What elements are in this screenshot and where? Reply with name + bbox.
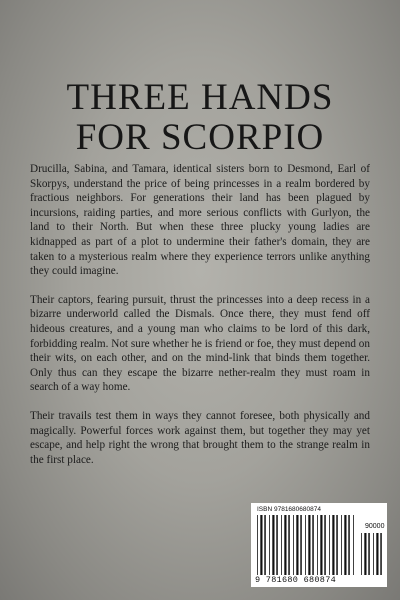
- price-code: 90000: [365, 523, 385, 530]
- barcode-bar: [376, 533, 378, 575]
- isbn-label: ISBN 9781680680874: [257, 506, 321, 513]
- barcode-bar: [260, 515, 262, 575]
- barcode-bar: [324, 515, 326, 575]
- barcode-bar: [308, 515, 310, 575]
- barcode-bar: [368, 533, 370, 575]
- barcode-bar: [317, 515, 318, 575]
- barcode-bar: [293, 515, 294, 575]
- barcode-bar: [373, 533, 374, 575]
- barcode-bar: [276, 515, 278, 575]
- barcode-bar: [320, 515, 322, 575]
- barcode-bar: [312, 515, 314, 575]
- ean-digits: 9 781680 680874: [255, 575, 337, 585]
- barcode-bar: [281, 515, 282, 575]
- barcode-bar: [257, 515, 258, 575]
- barcode-bar: [269, 515, 270, 575]
- barcode-bar: [380, 533, 382, 575]
- title-line-2: FOR SCORPIO: [75, 117, 325, 158]
- barcode-bar: [296, 515, 298, 575]
- blurb-paragraph-2: Their captors, fearing pursuit, thrust the princesses into a deep recess in a bizarre underworld called the Dismals. Once there, they must fend off hideous creatures, and a young man who claims to be lord of this dark, forbidding realm. Not sure whether he is friend or foe, they must depend on their wits, on each other, and on the mind-link that binds them together. Only thus can they escape the bizarre nether-realm they must roam in search of a way home.: [30, 293, 370, 394]
- barcode-bar: [348, 515, 350, 575]
- barcode-bar: [284, 515, 286, 575]
- book-title: [0, 78, 400, 158]
- barcode-bar: [329, 515, 330, 575]
- blurb-paragraph-3: Their travails test them in ways they cannot foresee, both physically and magically. Powerful forces work against them, but together they may yet escape, and help right the wrong that brought them to the strange realm in the first place.: [30, 409, 370, 466]
- barcode-bar: [353, 515, 354, 575]
- title-line-1: THREE HANDS: [66, 77, 334, 118]
- blurb-paragraph-1: Drucilla, Sabina, and Tamara, identical sisters born to Desmond, Earl of Skorpys, understand the price of being princesses in a realm bordered by fractious neighbors. For generations their land has been plagued by incursions, raiding parties, and more serious conflicts with Gurlyon, the land to their North. But when these three plucky young ladies are kidnapped as part of a plot to undermine their father's domain, they are taken to a mysterious realm where they experience terrors unlike anything they could imagine.: [30, 163, 370, 278]
- isbn-barcode-box: [251, 503, 387, 587]
- barcode-bar: [364, 533, 366, 575]
- barcode-bar: [264, 515, 266, 575]
- barcode-bar: [336, 515, 338, 575]
- barcode-bar: [332, 515, 334, 575]
- barcode-bar: [272, 515, 274, 575]
- blurb-text: [30, 162, 370, 481]
- barcode-bar: [341, 515, 342, 575]
- barcode-bar: [305, 515, 306, 575]
- barcode-bar: [361, 533, 362, 575]
- barcode-bar: [300, 515, 302, 575]
- barcode-bar: [344, 515, 346, 575]
- barcode-bar: [288, 515, 290, 575]
